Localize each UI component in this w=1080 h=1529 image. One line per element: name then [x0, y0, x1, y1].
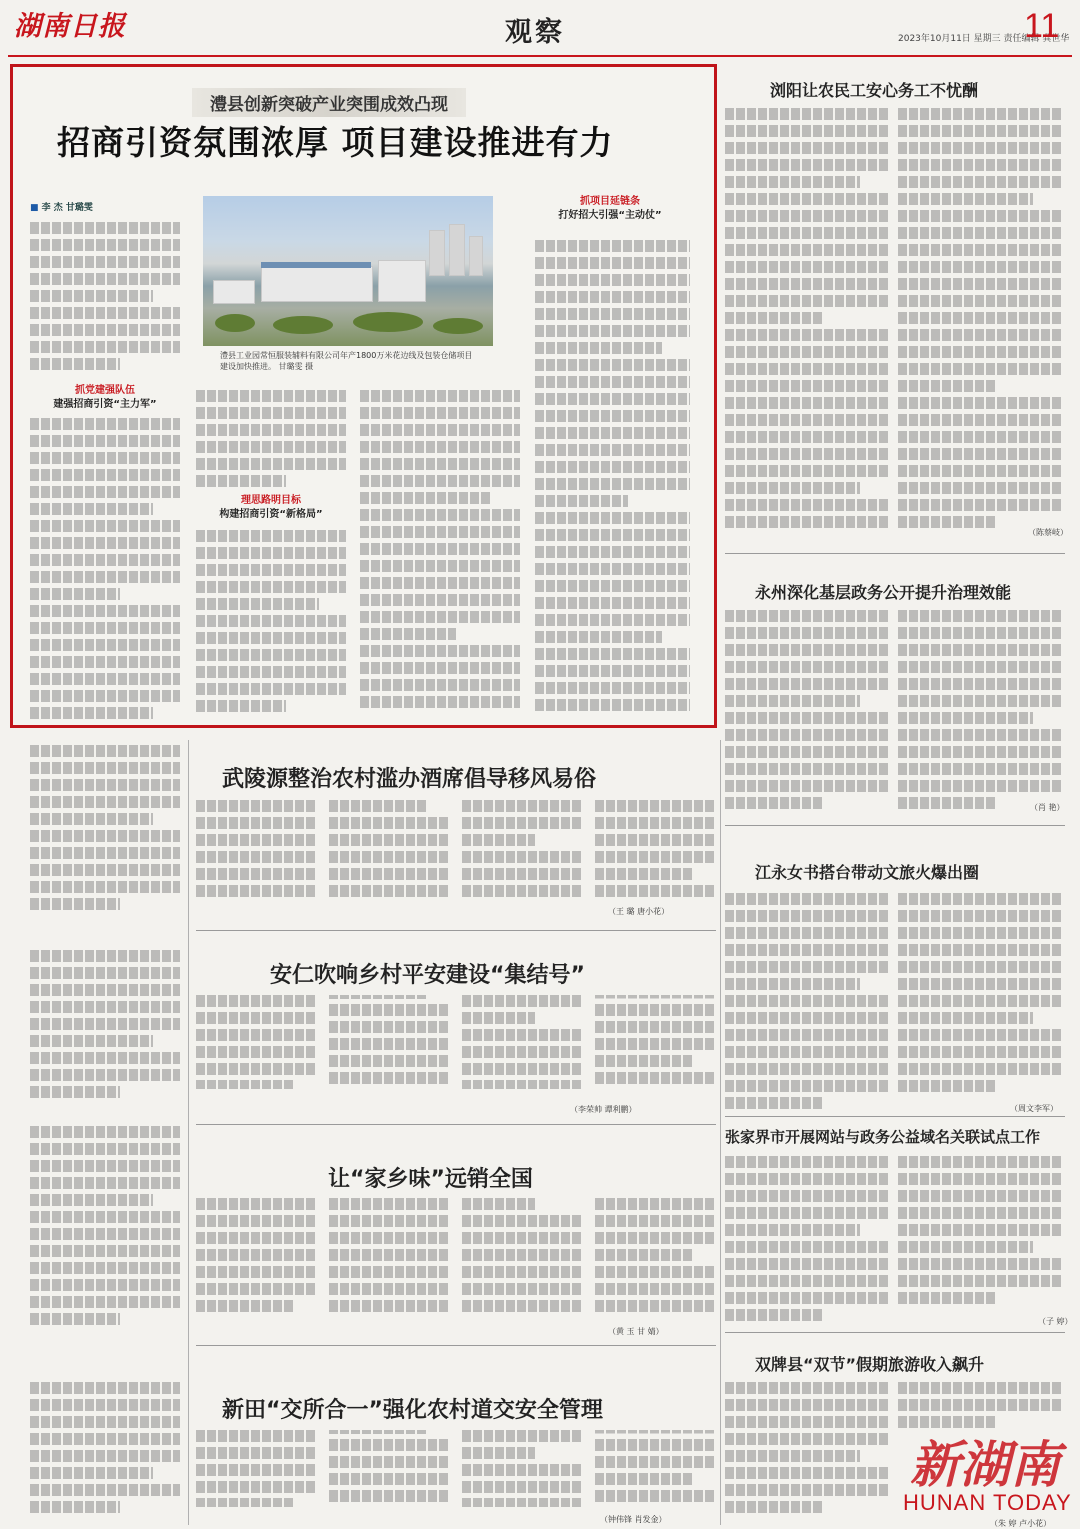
feature-col-2a [196, 390, 346, 488]
feature-col-1a [30, 222, 180, 374]
yongzhou-col-1 [725, 610, 890, 810]
masthead-rule [8, 55, 1072, 57]
zhangjiajie-col-1 [725, 1156, 890, 1324]
rule [196, 1345, 716, 1346]
issue-date: 2023年10月11日 星期三 责任编辑 龚世华 [898, 34, 1070, 44]
watermark-text: HUNAN TODAY [903, 1490, 1072, 1515]
xintian-headline[interactable]: 新田“交所合一”强化农村道交安全管理 [222, 1398, 603, 1423]
page-number: 11 [1024, 7, 1060, 45]
anren-headline[interactable]: 安仁吹响乡村平安建设“集结号” [270, 963, 585, 988]
jiangyong-signature: （周文李军） [1010, 1104, 1058, 1113]
photo-caption: 澧县工业园常恒服装辅料有限公司年产1800万米花边线及包装仓储项目建设加快推进。 甘璐雯 摄 [220, 351, 473, 371]
feature-headline[interactable]: 招商引资氛围浓厚 项目建设推进有力 [57, 123, 614, 162]
jiangyong-col-1 [725, 893, 890, 1113]
column-divider [188, 740, 189, 1525]
feature-col-2b [196, 530, 346, 724]
column-divider [720, 740, 721, 1525]
xintian-signature: （钟伟锋 肖发金） [600, 1515, 667, 1524]
left-col-c [30, 1126, 180, 1334]
jiaxiangwei-body [196, 1198, 716, 1332]
jiangyong-col-2 [898, 893, 1063, 1113]
rule [725, 1116, 1065, 1117]
liuyang-col-1 [725, 108, 890, 538]
feature-subhead-3: 抓项目延链条 打好招大引强“主动仗” [558, 196, 662, 221]
jiaxiangwei-headline[interactable]: 让“家乡味”远销全国 [328, 1167, 533, 1192]
newspaper-logo: 湖南日报 [14, 11, 126, 42]
yongzhou-signature: （肖 艳） [1030, 803, 1065, 812]
jiangyong-headline[interactable]: 江永女书搭台带动文旅火爆出圈 [755, 863, 980, 882]
rule [725, 1332, 1065, 1333]
feature-col-4 [535, 240, 690, 724]
anren-body [196, 995, 716, 1099]
jiaxiangwei-signature: （黄 玉 甘 婧） [608, 1327, 664, 1336]
left-col-d [30, 1382, 180, 1522]
yongzhou-headline[interactable]: 永州深化基层政务公开提升治理效能 [755, 583, 1012, 602]
zhangjiajie-headline[interactable]: 张家界市开展网站与政务公益域名关联试点工作 [725, 1128, 1041, 1146]
xintian-body [196, 1430, 716, 1516]
anren-signature: （李荣帅 谭利鹏） [570, 1105, 637, 1114]
rule [725, 825, 1065, 826]
left-col-b [30, 950, 180, 1100]
wulingyuan-signature: （王 璐 唐小花） [608, 907, 670, 916]
liuyang-col-2 [898, 108, 1063, 538]
shuangpai-headline[interactable]: 双牌县“双节”假期旅游收入飙升 [755, 1355, 985, 1374]
feature-subtitle: 澧县创新突破产业突围成效凸现 [192, 88, 466, 117]
zhangjiajie-signature: （子 婷） [1038, 1317, 1073, 1326]
factory-photo [203, 196, 493, 346]
wulingyuan-headline[interactable]: 武陵源整治农村滥办酒席倡导移风易俗 [222, 767, 597, 792]
liuyang-signature: （陈蔡岐） [1028, 528, 1068, 537]
watermark-logo: 新湖南 [910, 1435, 1060, 1494]
zhangjiajie-col-2 [898, 1156, 1063, 1324]
feature-col-1b [30, 418, 180, 723]
wulingyuan-body [196, 800, 716, 910]
rule [725, 553, 1065, 554]
feature-byline: ■ 李 杰 甘璐雯 [30, 200, 93, 213]
rule [196, 1124, 716, 1125]
liuyang-headline[interactable]: 浏阳让农民工安心务工不忧酬 [770, 81, 979, 100]
yongzhou-col-2 [898, 610, 1063, 810]
feature-subhead-1: 抓党建强队伍 建强招商引资“主力军” [53, 385, 157, 410]
feature-subhead-2: 理思路明目标 构建招商引资“新格局” [219, 495, 323, 520]
left-col-a [30, 745, 180, 915]
shuangpai-signature: （朱 婷 卢小花） [990, 1519, 1052, 1528]
rule [196, 930, 716, 931]
feature-col-3 [360, 390, 520, 724]
section-title: 观察 [505, 17, 565, 48]
shuangpai-col-1 [725, 1382, 890, 1520]
